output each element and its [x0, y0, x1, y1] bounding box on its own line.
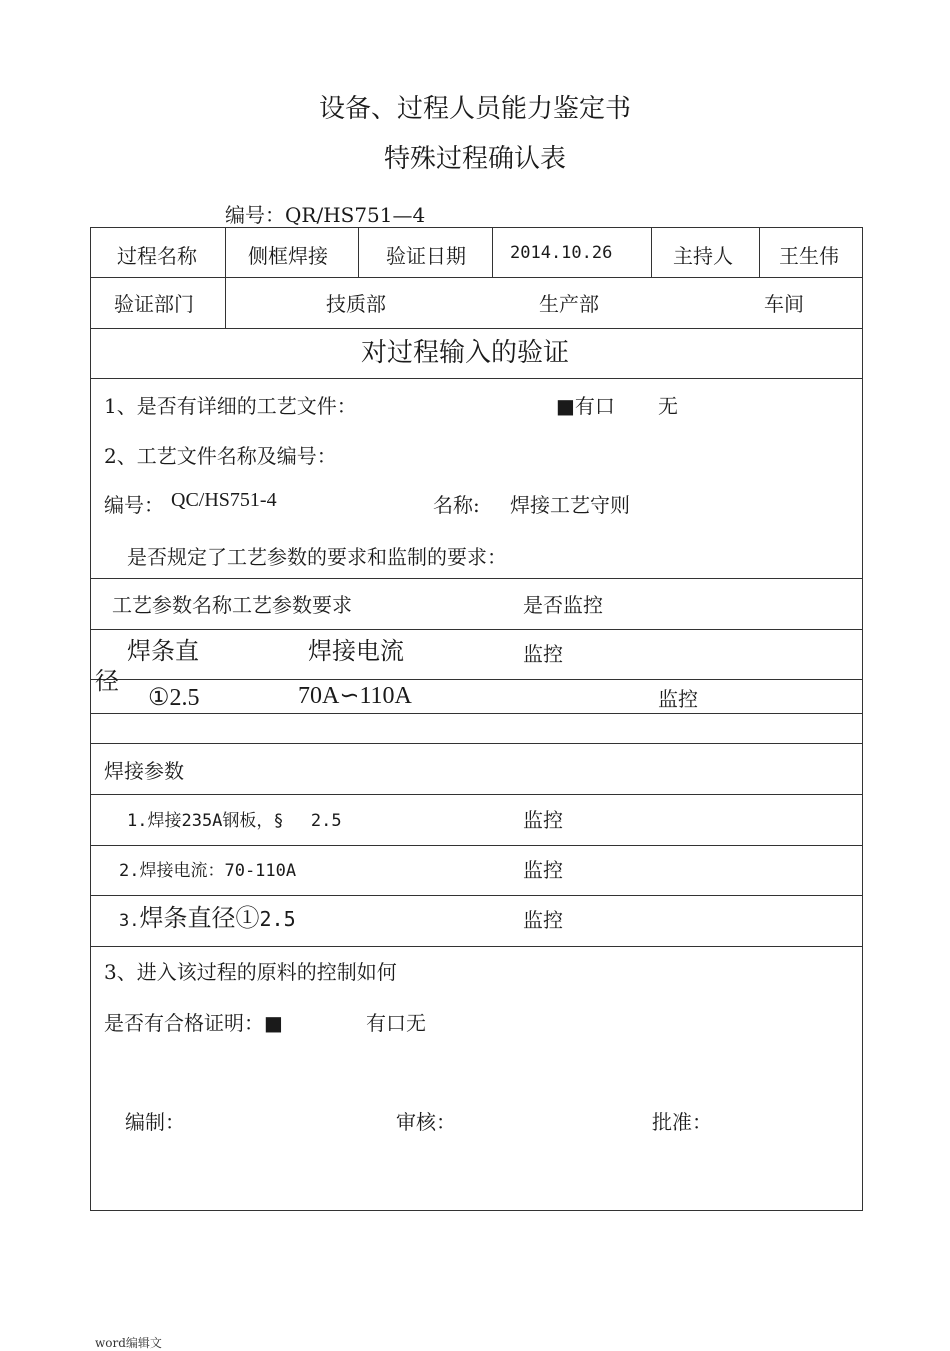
host-label: 主持人 — [673, 244, 733, 268]
host-value: 王生伟 — [779, 244, 839, 268]
row-divider — [90, 328, 862, 329]
doc-no-value: QC/HS751-4 — [171, 489, 277, 511]
param-row-1 — [91, 630, 861, 695]
verify-date-value: 2014.10.26 — [510, 243, 613, 263]
dept-workshop: 车间 — [764, 292, 804, 316]
column-divider — [759, 227, 760, 277]
weld-param-3-suffix: 2.5 — [259, 907, 296, 931]
weld-param-2-monitor: 监控 — [523, 858, 563, 882]
row-divider — [90, 743, 862, 744]
process-name-label: 过程名称 — [117, 244, 197, 268]
param-row-1-monitor: 监控 — [523, 642, 563, 666]
page-title: 设备、过程人员能力鉴定书 — [318, 94, 631, 124]
cert-answer: 有口无 — [366, 1011, 426, 1035]
row-divider — [90, 895, 862, 896]
question-1: 1、是否有详细的工艺文件： — [104, 394, 357, 418]
weld-param-2: 2.焊接电流：70-110A — [119, 861, 297, 881]
column-divider — [651, 227, 652, 277]
weld-param-3-monitor: 监控 — [523, 908, 563, 932]
weld-param-3 — [119, 898, 296, 933]
doc-name-label: 名称: — [433, 493, 480, 517]
row-divider — [90, 679, 862, 680]
page-subtitle: 特殊过程确认表 — [383, 144, 566, 174]
param-row-1-name-cont: 径 — [95, 667, 119, 695]
weld-param-1: 1.焊接235A钢板，§ 2.5 — [127, 811, 342, 831]
row-divider — [90, 845, 862, 846]
doc-name-value: 焊接工艺守则 — [510, 493, 630, 517]
param-header-left: 工艺参数名称工艺参数要求 — [112, 593, 352, 617]
dept-quality: 技质部 — [326, 292, 386, 316]
weld-param-3-main: 焊条直径① — [139, 904, 260, 932]
question-1-answer: ■有口 — [556, 394, 615, 418]
row-divider — [90, 578, 862, 579]
weld-param-3-prefix: 3. — [119, 911, 140, 931]
param-row-2-name: ①2.5 — [148, 685, 200, 711]
param-row-1-req: 焊接电流 — [308, 637, 404, 665]
section-title: 对过程输入的验证 — [361, 338, 570, 368]
weld-param-1-monitor: 监控 — [523, 808, 563, 832]
form-table — [90, 227, 863, 1211]
question-2: 2、工艺文件名称及编号： — [104, 444, 337, 468]
param-row-1-name: 焊条直 — [127, 637, 199, 665]
param-row-2-monitor: 监控 — [658, 687, 698, 711]
dept-label: 验证部门 — [114, 292, 194, 316]
param-header-right: 是否监控 — [523, 593, 603, 617]
signature-approve: 批准： — [652, 1110, 712, 1134]
column-divider — [492, 227, 493, 277]
row-divider — [90, 277, 862, 278]
row-divider — [90, 378, 862, 379]
row-divider — [90, 794, 862, 795]
doc-no-label: 编号： — [104, 493, 164, 517]
param-row-2-req: 70A∽110A — [298, 683, 412, 709]
signature-prepare: 编制： — [125, 1110, 185, 1134]
column-divider — [358, 227, 359, 277]
weld-params-title: 焊接参数 — [104, 759, 184, 783]
verify-date-label: 验证日期 — [386, 244, 466, 268]
row-divider — [90, 946, 862, 947]
row-divider — [90, 713, 862, 714]
dept-production: 生产部 — [539, 292, 599, 316]
param-question: 是否规定了工艺参数的要求和监制的要求： — [127, 545, 507, 569]
question-3: 3、进入该过程的原料的控制如何 — [104, 960, 397, 984]
signature-review: 审核： — [396, 1110, 456, 1134]
footer-note: word编辑文 — [95, 1336, 162, 1350]
question-1-no: 无 — [658, 394, 678, 418]
column-divider — [225, 227, 226, 328]
cert-label: 是否有合格证明：■ — [104, 1011, 283, 1035]
process-name-value: 侧框焊接 — [248, 244, 328, 268]
document-number: 编号：QR/HS751—4 — [225, 203, 426, 227]
